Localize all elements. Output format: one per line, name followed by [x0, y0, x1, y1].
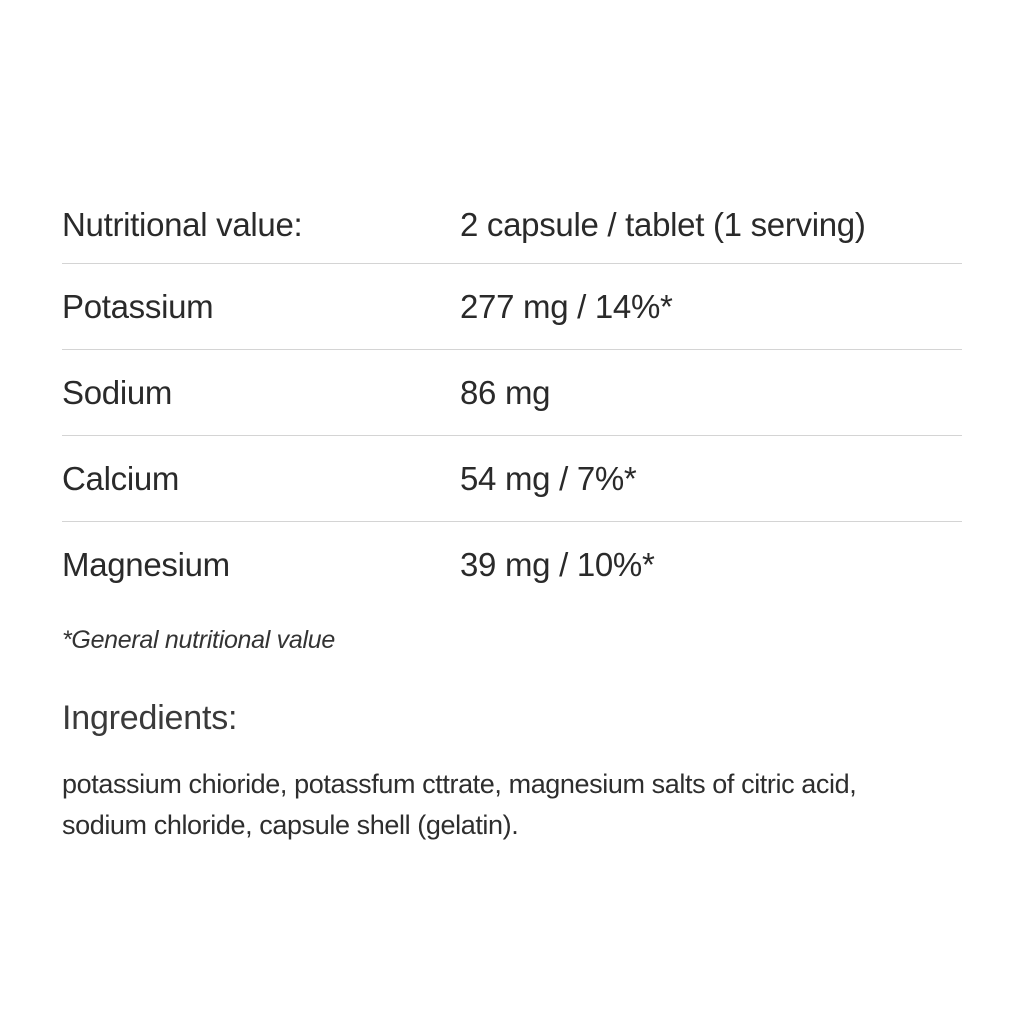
ingredients-heading: Ingredients: [62, 699, 238, 737]
nutrient-value: 39 mg / 10%* [460, 546, 655, 583]
nutrient-name: Calcium [62, 459, 180, 497]
table-row-magnesium [62, 522, 962, 608]
footnote: *General nutritional value [62, 626, 335, 654]
serving-size: 2 capsule / tablet (1 serving) [460, 205, 866, 243]
ingredients-line: sodium chloride, capsule shell (gelatin). [62, 810, 519, 840]
nutrient-name: Sodium [62, 373, 173, 411]
table-row-calcium [62, 436, 962, 522]
nutrient-name: Potassium [62, 287, 214, 325]
table-row-sodium [62, 350, 962, 436]
ingredients-line: potassium chioride, potassfum cttrate, magnesium salts of citric acid, [62, 769, 857, 799]
nutrient-name: Magnesium [62, 546, 230, 583]
product-info [62, 186, 962, 846]
table-header-row [62, 186, 962, 264]
nutrient-value: 86 mg [460, 373, 551, 411]
ingredients-list [62, 764, 962, 846]
table-row-potassium [62, 264, 962, 350]
nutrition-table [62, 186, 962, 608]
nutrient-value: 277 mg / 14%* [460, 287, 673, 325]
nutrient-value: 54 mg / 7%* [460, 459, 637, 497]
nutritional-value-label: Nutritional value: [62, 205, 303, 243]
